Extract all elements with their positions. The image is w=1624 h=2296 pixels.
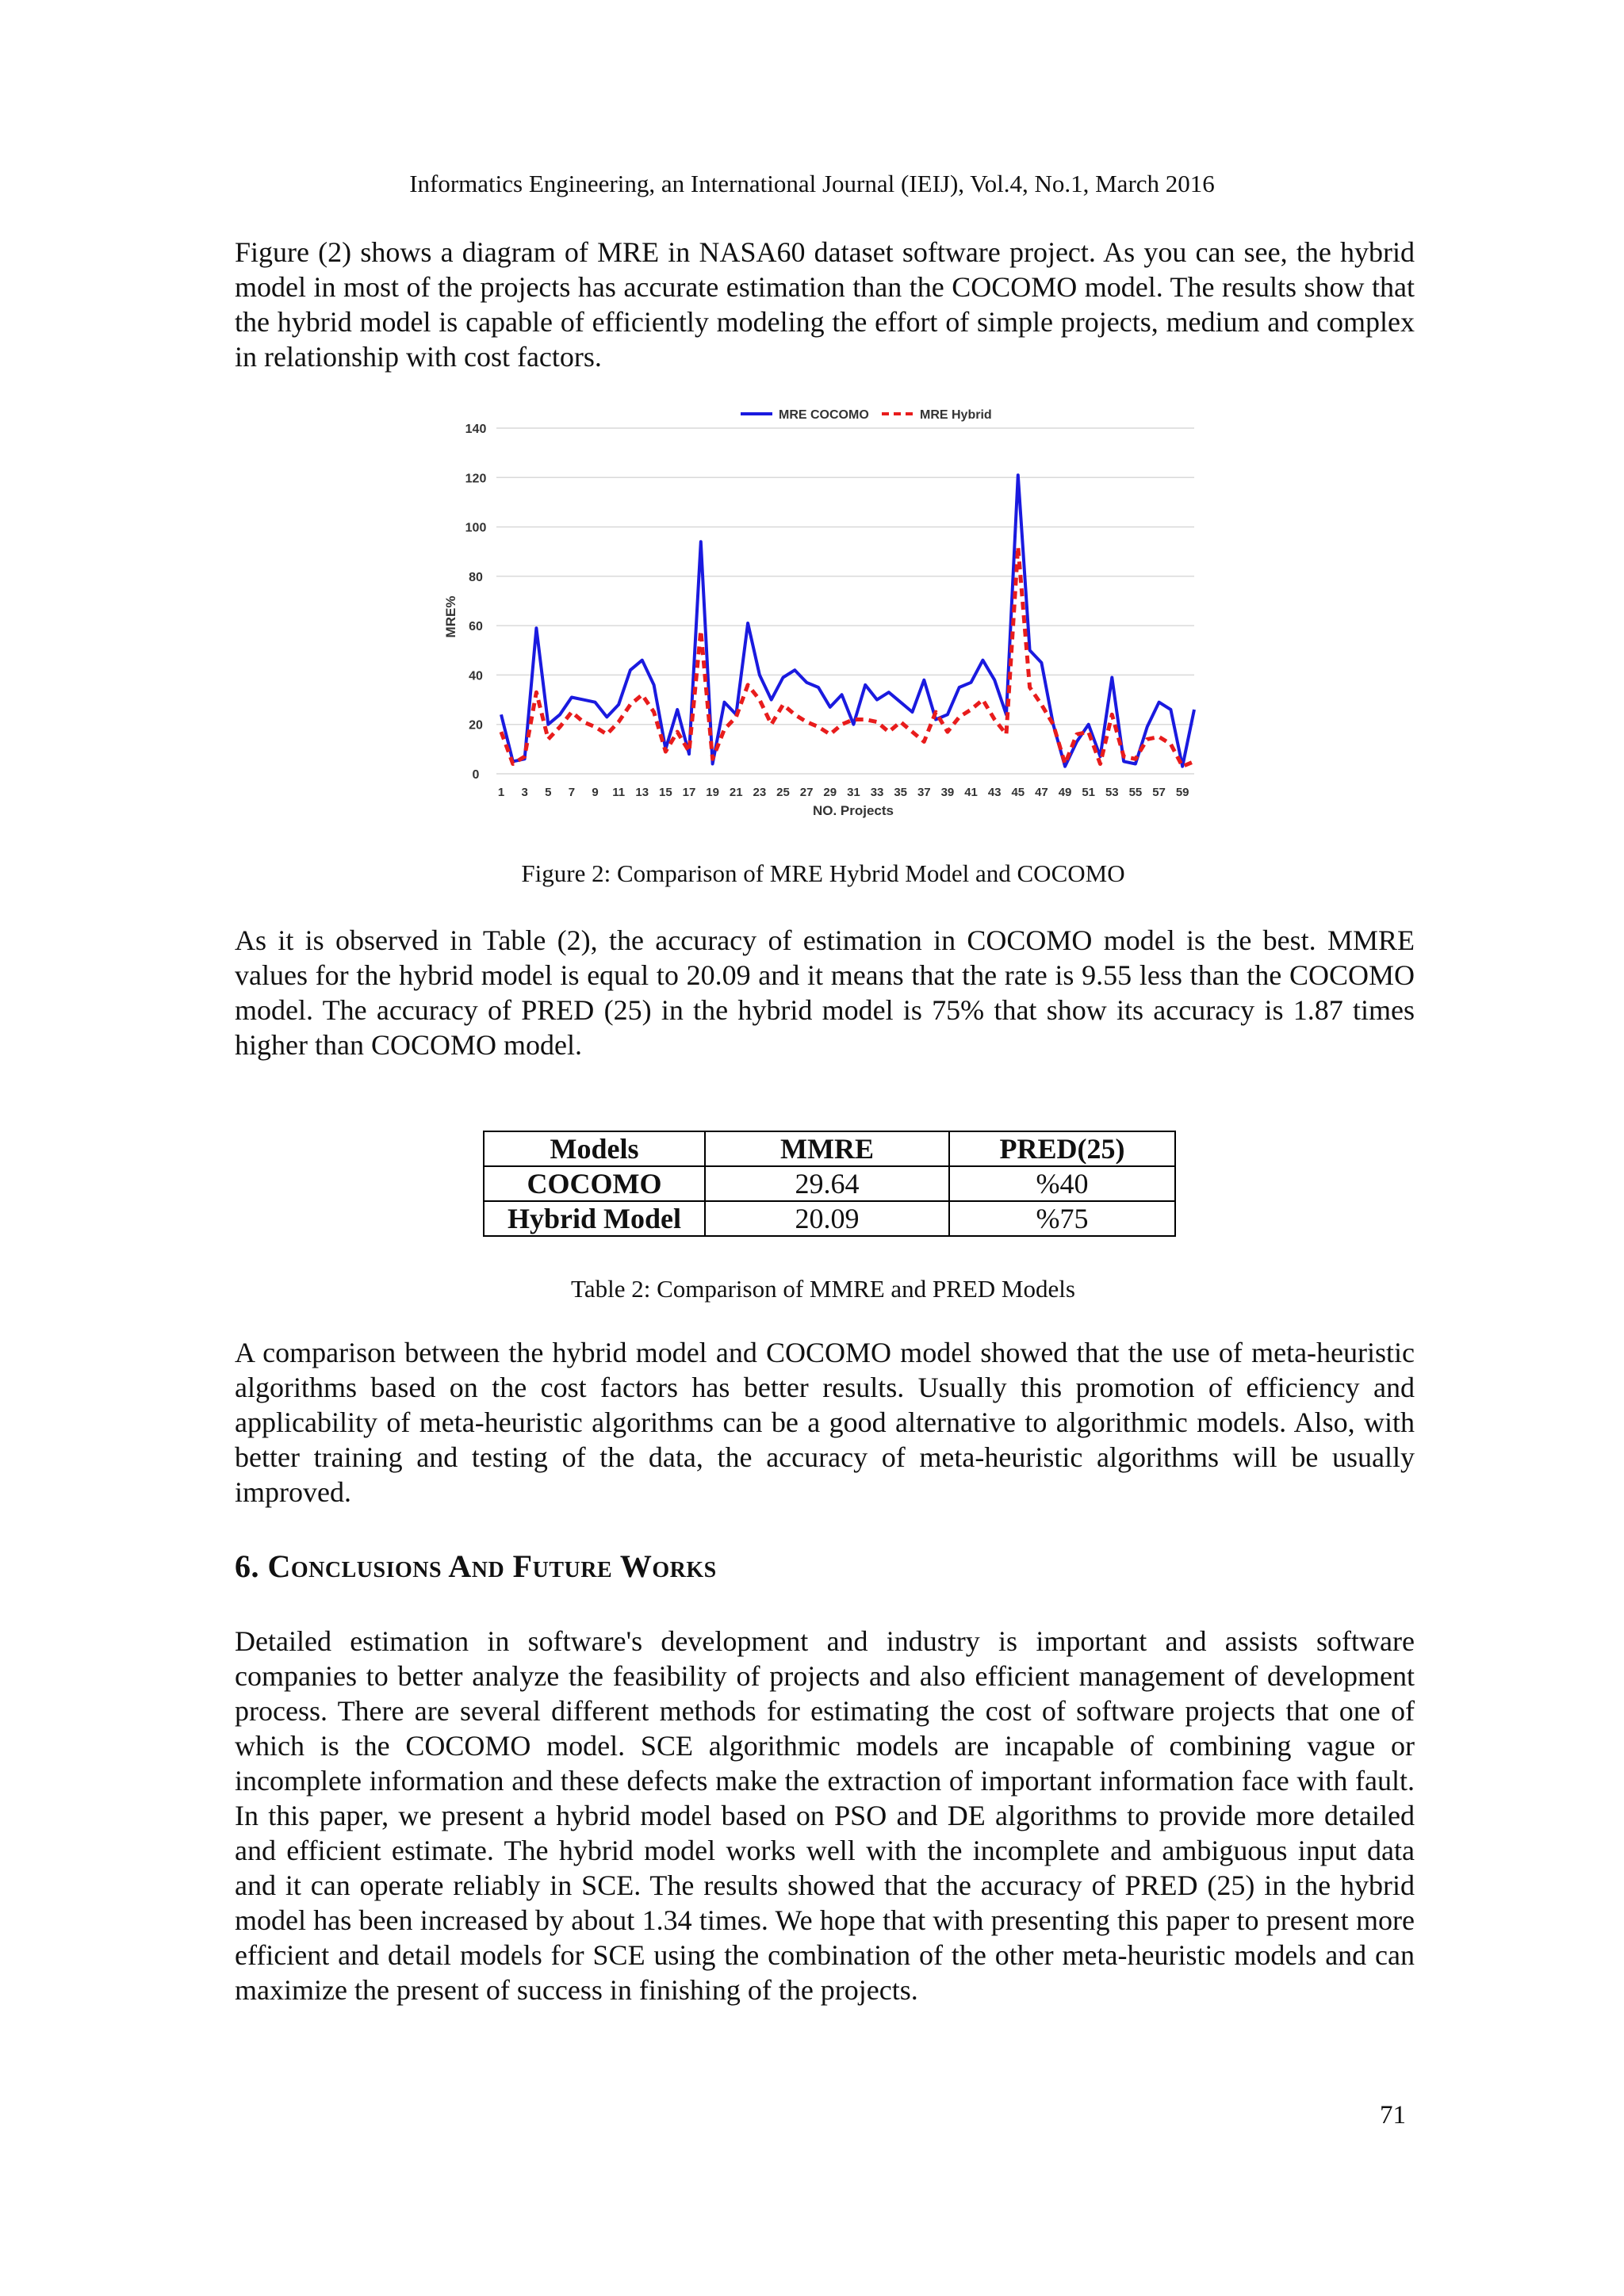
x-tick-label: 35 (894, 786, 908, 799)
section-heading: 6. Conclusions And Future Works (235, 1548, 717, 1584)
x-tick-label: 5 (545, 786, 552, 799)
x-tick-label: 43 (987, 786, 1002, 799)
x-tick-label: 11 (612, 786, 626, 799)
y-axis-label: MRE% (443, 595, 458, 638)
x-tick-label: 31 (847, 786, 860, 799)
y-tick-label: 20 (469, 718, 483, 733)
table-header-pred: PRED(25) (949, 1131, 1175, 1166)
running-head: Informatics Engineering, an International Journal (IEIJ), Vol.4, No.1, March 2016 (409, 170, 1215, 197)
y-axis-tick-labels (465, 423, 487, 782)
x-tick-label: 23 (753, 786, 767, 799)
table-header-models: Models (484, 1131, 705, 1166)
page-number: 71 (1380, 2101, 1406, 2130)
x-tick-label: 13 (635, 786, 649, 799)
x-tick-label: 19 (706, 786, 719, 799)
x-axis-label: NO. Projects (812, 803, 894, 818)
x-tick-label: 39 (940, 786, 955, 799)
y-tick-label: 140 (465, 423, 487, 436)
table-header-mmre: MMRE (705, 1131, 949, 1166)
x-tick-label: 7 (568, 786, 576, 799)
y-tick-label: 100 (465, 521, 487, 535)
x-tick-label: 37 (917, 786, 931, 799)
x-tick-label: 51 (1082, 786, 1096, 799)
x-tick-label: 41 (964, 786, 978, 799)
paragraph-figure-intro: Figure (2) shows a diagram of MRE in NASA60 dataset software project. As you can see, the hybrid model in most of the projects has accurate estimation than the COCOMO model. The results show that the hybrid model is capable of efficiently modeling the effort of simple projects, medium and complex in relationship with cost factors. (235, 236, 1415, 373)
series-line-hybrid (501, 547, 1194, 767)
x-tick-label: 33 (870, 786, 884, 799)
x-tick-label: 57 (1152, 786, 1166, 799)
legend-label-cocomo: MRE COCOMO (779, 408, 869, 422)
x-tick-label: 9 (592, 786, 599, 799)
x-tick-label: 59 (1175, 786, 1189, 799)
table-cell-mmre: 20.09 (705, 1201, 949, 1236)
paragraph-conclusions: Detailed estimation in software's development and industry is important and assists software companies to better analyze the feasibility of projects and also efficient management of development process. There are several different methods for estimating the cost of software projects that one of which is the COCOMO model. SCE algorithmic models are incapable of combining vague or incomplete information and these defects make the extraction of important information face with fault. In this paper, we present a hybrid model based on PSO and DE algorithms to provide more detailed and efficient estimate. The hybrid model works well with the incomplete and ambiguous input data and it can operate reliably in SCE. The results showed that the accuracy of PRED (25) in the hybrid model has been increased by about 1.34 times. We hope that with presenting this paper to present more efficient and detail models for SCE using the combination of the other meta-heuristic models and can maximize the present of success in finishing of the projects. (235, 1625, 1415, 2006)
table-header-row (484, 1131, 1175, 1166)
x-tick-label: 25 (776, 786, 790, 799)
x-tick-label: 1 (497, 786, 505, 799)
x-tick-label: 21 (729, 786, 743, 799)
y-tick-label: 40 (469, 669, 483, 683)
x-tick-label: 53 (1105, 786, 1119, 799)
x-tick-label: 3 (521, 786, 528, 799)
table-cell-pred: %40 (949, 1166, 1175, 1201)
x-tick-label: 45 (1011, 786, 1025, 799)
table-row (484, 1166, 1175, 1201)
y-tick-label: 120 (465, 472, 487, 486)
x-tick-label: 17 (682, 786, 696, 799)
paragraph-comparison: A comparison between the hybrid model and COCOMO model showed that the use of meta-heuristic algorithms based on the cost factors has better results. Usually this promotion of efficiency and applicability of meta-heuristic algorithms can be a good alternative to algorithmic models. Also, with better training and testing of the data, the accuracy of meta-heuristic algorithms will be usually improved. (235, 1337, 1415, 1508)
results-table (483, 1131, 1176, 1237)
y-tick-label: 60 (469, 620, 483, 634)
table-row (484, 1201, 1175, 1236)
x-tick-label: 55 (1128, 786, 1143, 799)
x-axis-tick-labels (498, 786, 1189, 799)
x-tick-label: 27 (799, 786, 814, 799)
table-cell-mmre: 29.64 (705, 1166, 949, 1201)
table-cell-model: Hybrid Model (484, 1201, 705, 1236)
paragraph-table-intro: As it is observed in Table (2), the accuracy of estimation in COCOMO model is the best. MMRE values for the hybrid model is equal to 20.09 and it means that the rate is 9.55 less than the COCOMO model. The accuracy of PRED (25) in the hybrid model is 75% that show its accuracy is 1.87 times higher than COCOMO model. (235, 924, 1415, 1061)
chart-legend (741, 408, 992, 422)
legend-label-hybrid: MRE Hybrid (920, 408, 992, 422)
figure-caption: Figure 2: Comparison of MRE Hybrid Model and COCOMO (521, 859, 1125, 887)
y-tick-label: 80 (469, 570, 483, 584)
x-tick-label: 29 (823, 786, 837, 799)
x-tick-label: 49 (1058, 786, 1072, 799)
x-tick-label: 15 (659, 786, 672, 799)
x-tick-label: 47 (1035, 786, 1048, 799)
table-cell-pred: %75 (949, 1201, 1175, 1236)
chart-series (501, 475, 1194, 767)
table-caption: Table 2: Comparison of MMRE and PRED Models (571, 1275, 1075, 1303)
y-tick-label: 0 (472, 768, 480, 782)
mre-line-chart (438, 396, 1207, 825)
table-cell-model: COCOMO (484, 1166, 705, 1201)
